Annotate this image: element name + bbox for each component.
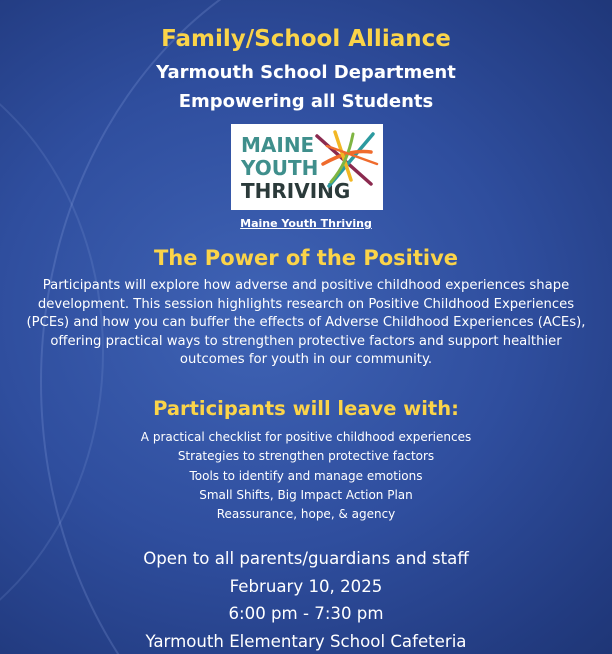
list-item: Small Shifts, Big Impact Action Plan <box>199 487 413 502</box>
list-item: Strategies to strengthen protective factors <box>177 449 435 464</box>
maine-youth-thriving-logo <box>231 124 383 210</box>
list-item: A practical checklist for positive childhood experiences <box>140 430 472 444</box>
tagline: Empowering all Students <box>178 91 434 112</box>
session-heading: The Power of the Positive <box>153 246 459 270</box>
list-item: Reassurance, hope, & agency <box>216 507 396 522</box>
event-location: Yarmouth Elementary School Cafeteria <box>145 631 467 651</box>
event-audience: Open to all parents/guardians and staff <box>143 549 469 568</box>
logo-text-line3: THRIVING <box>241 179 351 203</box>
logo-starburst-icon <box>317 132 377 186</box>
event-date: February 10, 2025 <box>229 576 383 596</box>
logo-graphic <box>231 124 383 210</box>
list-item: Tools to identify and manage emotions <box>189 468 423 483</box>
logo-text-line2: YOUTH <box>241 156 319 180</box>
event-details <box>0 545 612 654</box>
organization-name: Yarmouth School Department <box>156 62 456 83</box>
logo-text-line1: MAINE <box>241 133 315 157</box>
session-description: Participants will explore how adverse and positive childhood experiences shape development. This session highlights research on Positive Childhood Experiences (PCEs) and how you can buffer the effects of Adverse Childhood Experiences (ACEs), offering practical ways to strengthen protective factors and support healthier outcomes for youth in our community. <box>26 278 586 368</box>
logo-caption-link[interactable]: Maine Youth Thriving <box>240 217 372 230</box>
event-time: 6:00 pm - 7:30 pm <box>228 604 384 623</box>
takeaways-list <box>0 428 612 524</box>
flyer-title: Family/School Alliance <box>161 26 451 52</box>
takeaways-heading: Participants will leave with: <box>153 397 459 420</box>
